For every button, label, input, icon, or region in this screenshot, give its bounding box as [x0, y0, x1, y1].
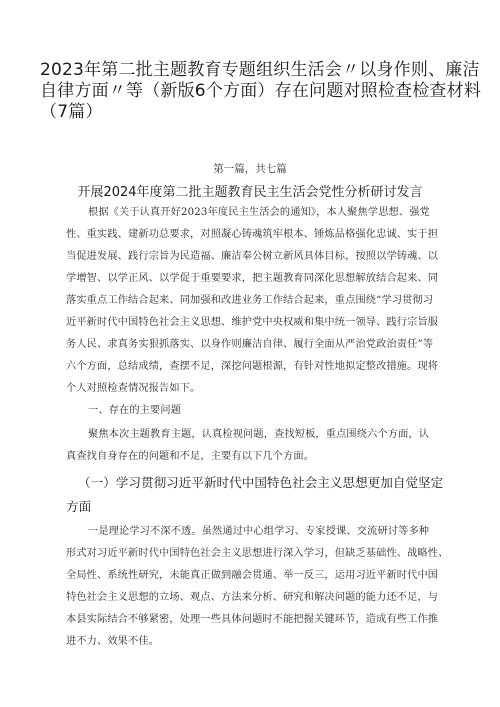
title-line: （7篇）	[40, 102, 103, 122]
title-line: 2023年第二批主题教育专题组织生活会〃以身作则、廉洁	[40, 60, 480, 80]
paragraph-line: 全局性、系统性研究，未能真正做到融会贯通、举一反三，运用习近平新时代中国	[66, 570, 439, 581]
subsection-heading-line: 方面	[66, 499, 92, 514]
paragraph-line: 落实重点工作结合起来、同加强和改进业务工作结合起来，重点围绕“学习贯彻习	[66, 295, 434, 306]
paragraph-line: 本县实际结合不够紧密，处理一些具体问题时不能把握关键环节，造成有些工作推	[66, 614, 439, 625]
paragraph-line: 进不力、效果不佳。	[66, 636, 160, 647]
subsection-heading-line: （一）学习贯彻习近平新时代中国特色社会主义思想更加自觉坚定	[78, 475, 444, 490]
chapter-label: 第一篇，共七篇	[213, 163, 287, 175]
subsection-paragraph	[66, 521, 466, 653]
section-one-heading	[66, 400, 466, 422]
document-title	[40, 60, 482, 123]
paragraph-line: 当促进发展、践行宗旨为民造福、廉洁奉公树立新风具体目标，按照以学铸魂、以	[66, 251, 439, 262]
section-one-paragraph	[66, 424, 466, 468]
paragraph-line: 根据《关于认真开好2023年度民主生活会的通知》，本人聚焦学思想、强党	[88, 207, 430, 218]
paragraph-line: 六个方面，总结成绩，查摆不足，深挖问题根源，有针对性地拟定整改措施。现将	[66, 361, 439, 372]
subsection-heading	[66, 471, 476, 519]
speech-title: 开展2024年度第二批主题教育民主生活会党性分析研讨发言	[77, 185, 423, 200]
paragraph-line: 特色社会主义思想的立场、观点、方法来分析、研究和解决问题的能力还不足，与	[66, 592, 439, 603]
paragraph-line: 个人对照检查情况报告如下。	[66, 383, 201, 394]
paragraph-line: 务人民、求真务实狠抓落实、以身作则廉洁自律、履行全面从严治党政治责任”等	[66, 339, 434, 350]
title-line: 自律方面〃等（新版6个方面）存在问题对照检查检查材料	[40, 81, 482, 101]
paragraph-line: 一是理论学习不深不透。虽然通过中心组学习、专家授课、交流研讨等多种	[88, 526, 430, 537]
paragraph-line: 学增智、以学正风、以学促于重要要求，把主题教育同深化思想解放结合起来、同	[66, 273, 439, 284]
paragraph-line: 真查找自身存在的问题和不足，主要有以下几个方面。	[66, 451, 315, 462]
paragraph-line: 性、重实践、建新功总要求，对照凝心铸魂筑牢根本、锤炼品格强化忠诚、实于担	[66, 229, 439, 240]
paragraph-line: 近平新时代中国特色社会主义思想、维护党中央权威和集中统一领导、践行宗旨服	[66, 317, 439, 328]
paragraph-line: 形式对习近平新时代中国特色社会主义思想进行深入学习，但缺乏基础性、战略性、	[66, 548, 449, 559]
intro-paragraph	[66, 202, 466, 400]
paragraph-line: 聚焦本次主题教育主题，认真检视问题，查找短板，重点围绕六个方面，认	[88, 429, 430, 440]
section-heading: 一、存在的主要问题	[88, 405, 182, 416]
